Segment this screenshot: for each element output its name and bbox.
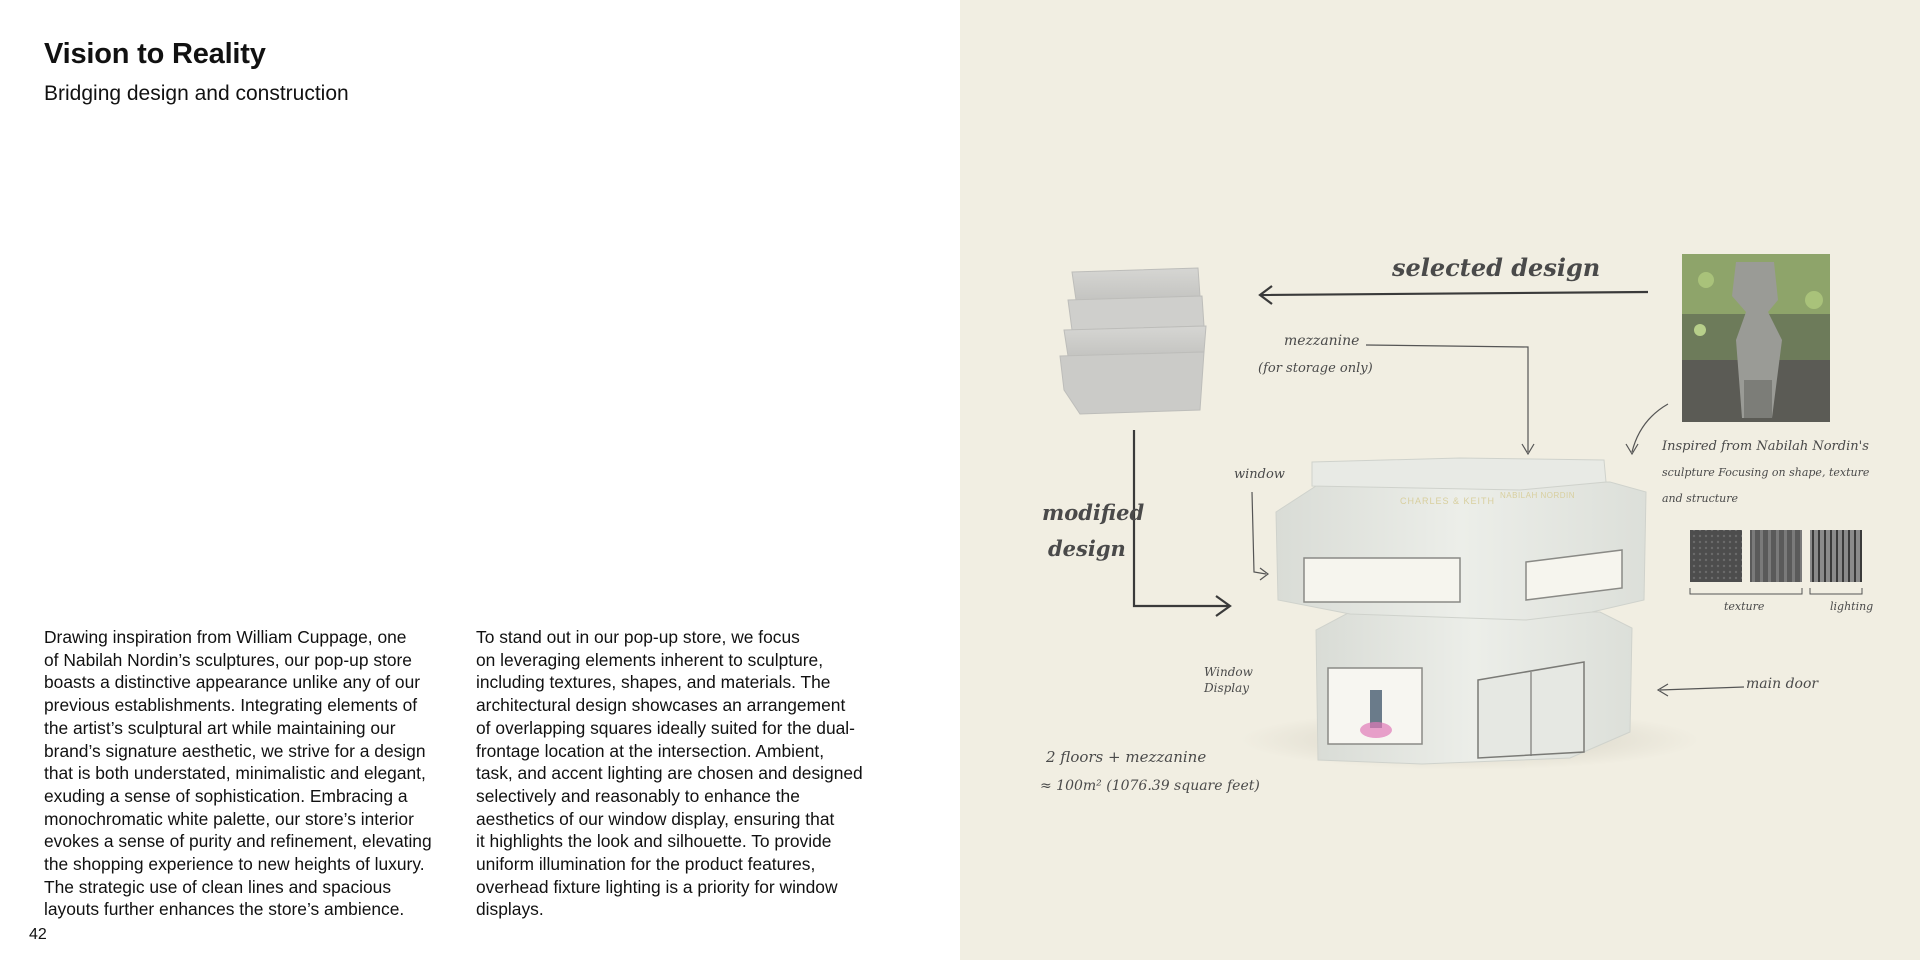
text-line: the shopping experience to new heights of luxury.: [44, 854, 425, 875]
text-line: of Nabilah Nordin’s sculptures, our pop-up store: [44, 649, 412, 670]
main-door-leader: [1660, 687, 1744, 690]
mezzanine-label: mezzanine: [1284, 333, 1360, 349]
text-line: aesthetics of our window display, ensuring that: [476, 808, 835, 829]
text-line: To stand out in our pop-up store, we focus: [476, 627, 800, 647]
text-line: architectural design showcases an arrangement: [476, 695, 846, 716]
store-sign-right: NABILAH NORDIN: [1500, 491, 1576, 500]
area-note: ≈ 100m² (1076.39 square feet): [1040, 778, 1260, 794]
inspiration-note-3: and structure: [1662, 492, 1739, 505]
text-line: brand’s signature aesthetic, we strive for a design: [44, 740, 426, 761]
lighting-swatch: [1810, 530, 1862, 582]
window-label: window: [1234, 467, 1285, 482]
text-line: that is both understated, minimalistic and elegant,: [44, 763, 426, 784]
modified-design-label-2: design: [1048, 536, 1126, 561]
text-line: evokes a sense of purity and refinement, elevating: [44, 831, 432, 852]
upper-window-left: [1304, 558, 1460, 602]
text-line: task, and accent lighting are chosen and designed: [476, 763, 863, 784]
sketch-page: [960, 0, 1920, 960]
page-subtitle: Bridging design and construction: [44, 82, 349, 105]
text-line: selectively and reasonably to enhance the: [476, 785, 800, 806]
text-line: overhead fixture lighting is a priority for window: [476, 876, 838, 897]
text-line: boasts a distinctive appearance unlike any of our: [44, 672, 421, 693]
text-line: monochromatic white palette, our store’s interior: [44, 808, 414, 829]
lighting-label: lighting: [1830, 600, 1874, 613]
text-line: the artist’s sculptural art while maintaining our: [44, 717, 396, 738]
text-line: it highlights the look and silhouette. To provide: [476, 831, 832, 852]
store-sign-left: CHARLES & KEITH: [1400, 496, 1496, 506]
text-line: exuding a sense of sophistication. Embracing a: [44, 785, 408, 806]
sculpture-photo: [1682, 254, 1830, 422]
texture-swatch-1: [1690, 530, 1742, 582]
text-line: uniform illumination for the product features,: [476, 854, 816, 875]
text-line: Drawing inspiration from William Cuppage, one: [44, 627, 407, 647]
text-line: displays.: [476, 899, 544, 920]
text-line: The strategic use of clean lines and spacious: [44, 876, 392, 897]
body-column-1: [44, 626, 464, 921]
text-line: of overlapping squares ideally suited for the dual-: [476, 717, 855, 738]
window-leader: [1252, 492, 1266, 574]
page-number: 42: [29, 926, 47, 943]
body-column-2: [476, 626, 896, 921]
main-door-label: main door: [1746, 676, 1819, 692]
selected-design-arrow: [1260, 292, 1648, 295]
block-model: [1060, 268, 1206, 414]
floors-note: 2 floors + mezzanine: [1046, 748, 1207, 766]
window-display-label: Window: [1204, 665, 1253, 679]
text-line: frontage location at the intersection. Ambient,: [476, 740, 825, 761]
mezzanine-leader: [1366, 345, 1528, 452]
text-line: including textures, shapes, and materials. The: [476, 672, 831, 693]
page-title: Vision to Reality: [44, 38, 266, 70]
inspiration-note-1: Inspired from Nabilah Nordin's: [1662, 439, 1869, 454]
modified-design-arrow: [1134, 430, 1228, 606]
texture-label: texture: [1724, 600, 1765, 613]
design-sketch: [960, 0, 1920, 960]
texture-swatch-2: [1750, 530, 1802, 582]
texture-swatches: [1690, 530, 1862, 594]
text-line: layouts further enhances the store’s ambience.: [44, 899, 405, 920]
storage-note: (for storage only): [1258, 361, 1373, 376]
text-line: previous establishments. Integrating elements of: [44, 695, 418, 716]
text-line: on leveraging elements inherent to sculpture,: [476, 649, 824, 670]
window-display-label-2: Display: [1204, 681, 1250, 695]
modified-design-label: modified: [1042, 500, 1145, 525]
inspiration-note-2: sculpture Focusing on shape, texture: [1662, 466, 1870, 479]
selected-design-label: selected design: [1392, 253, 1601, 282]
pop-up-store-building: [1276, 458, 1646, 764]
